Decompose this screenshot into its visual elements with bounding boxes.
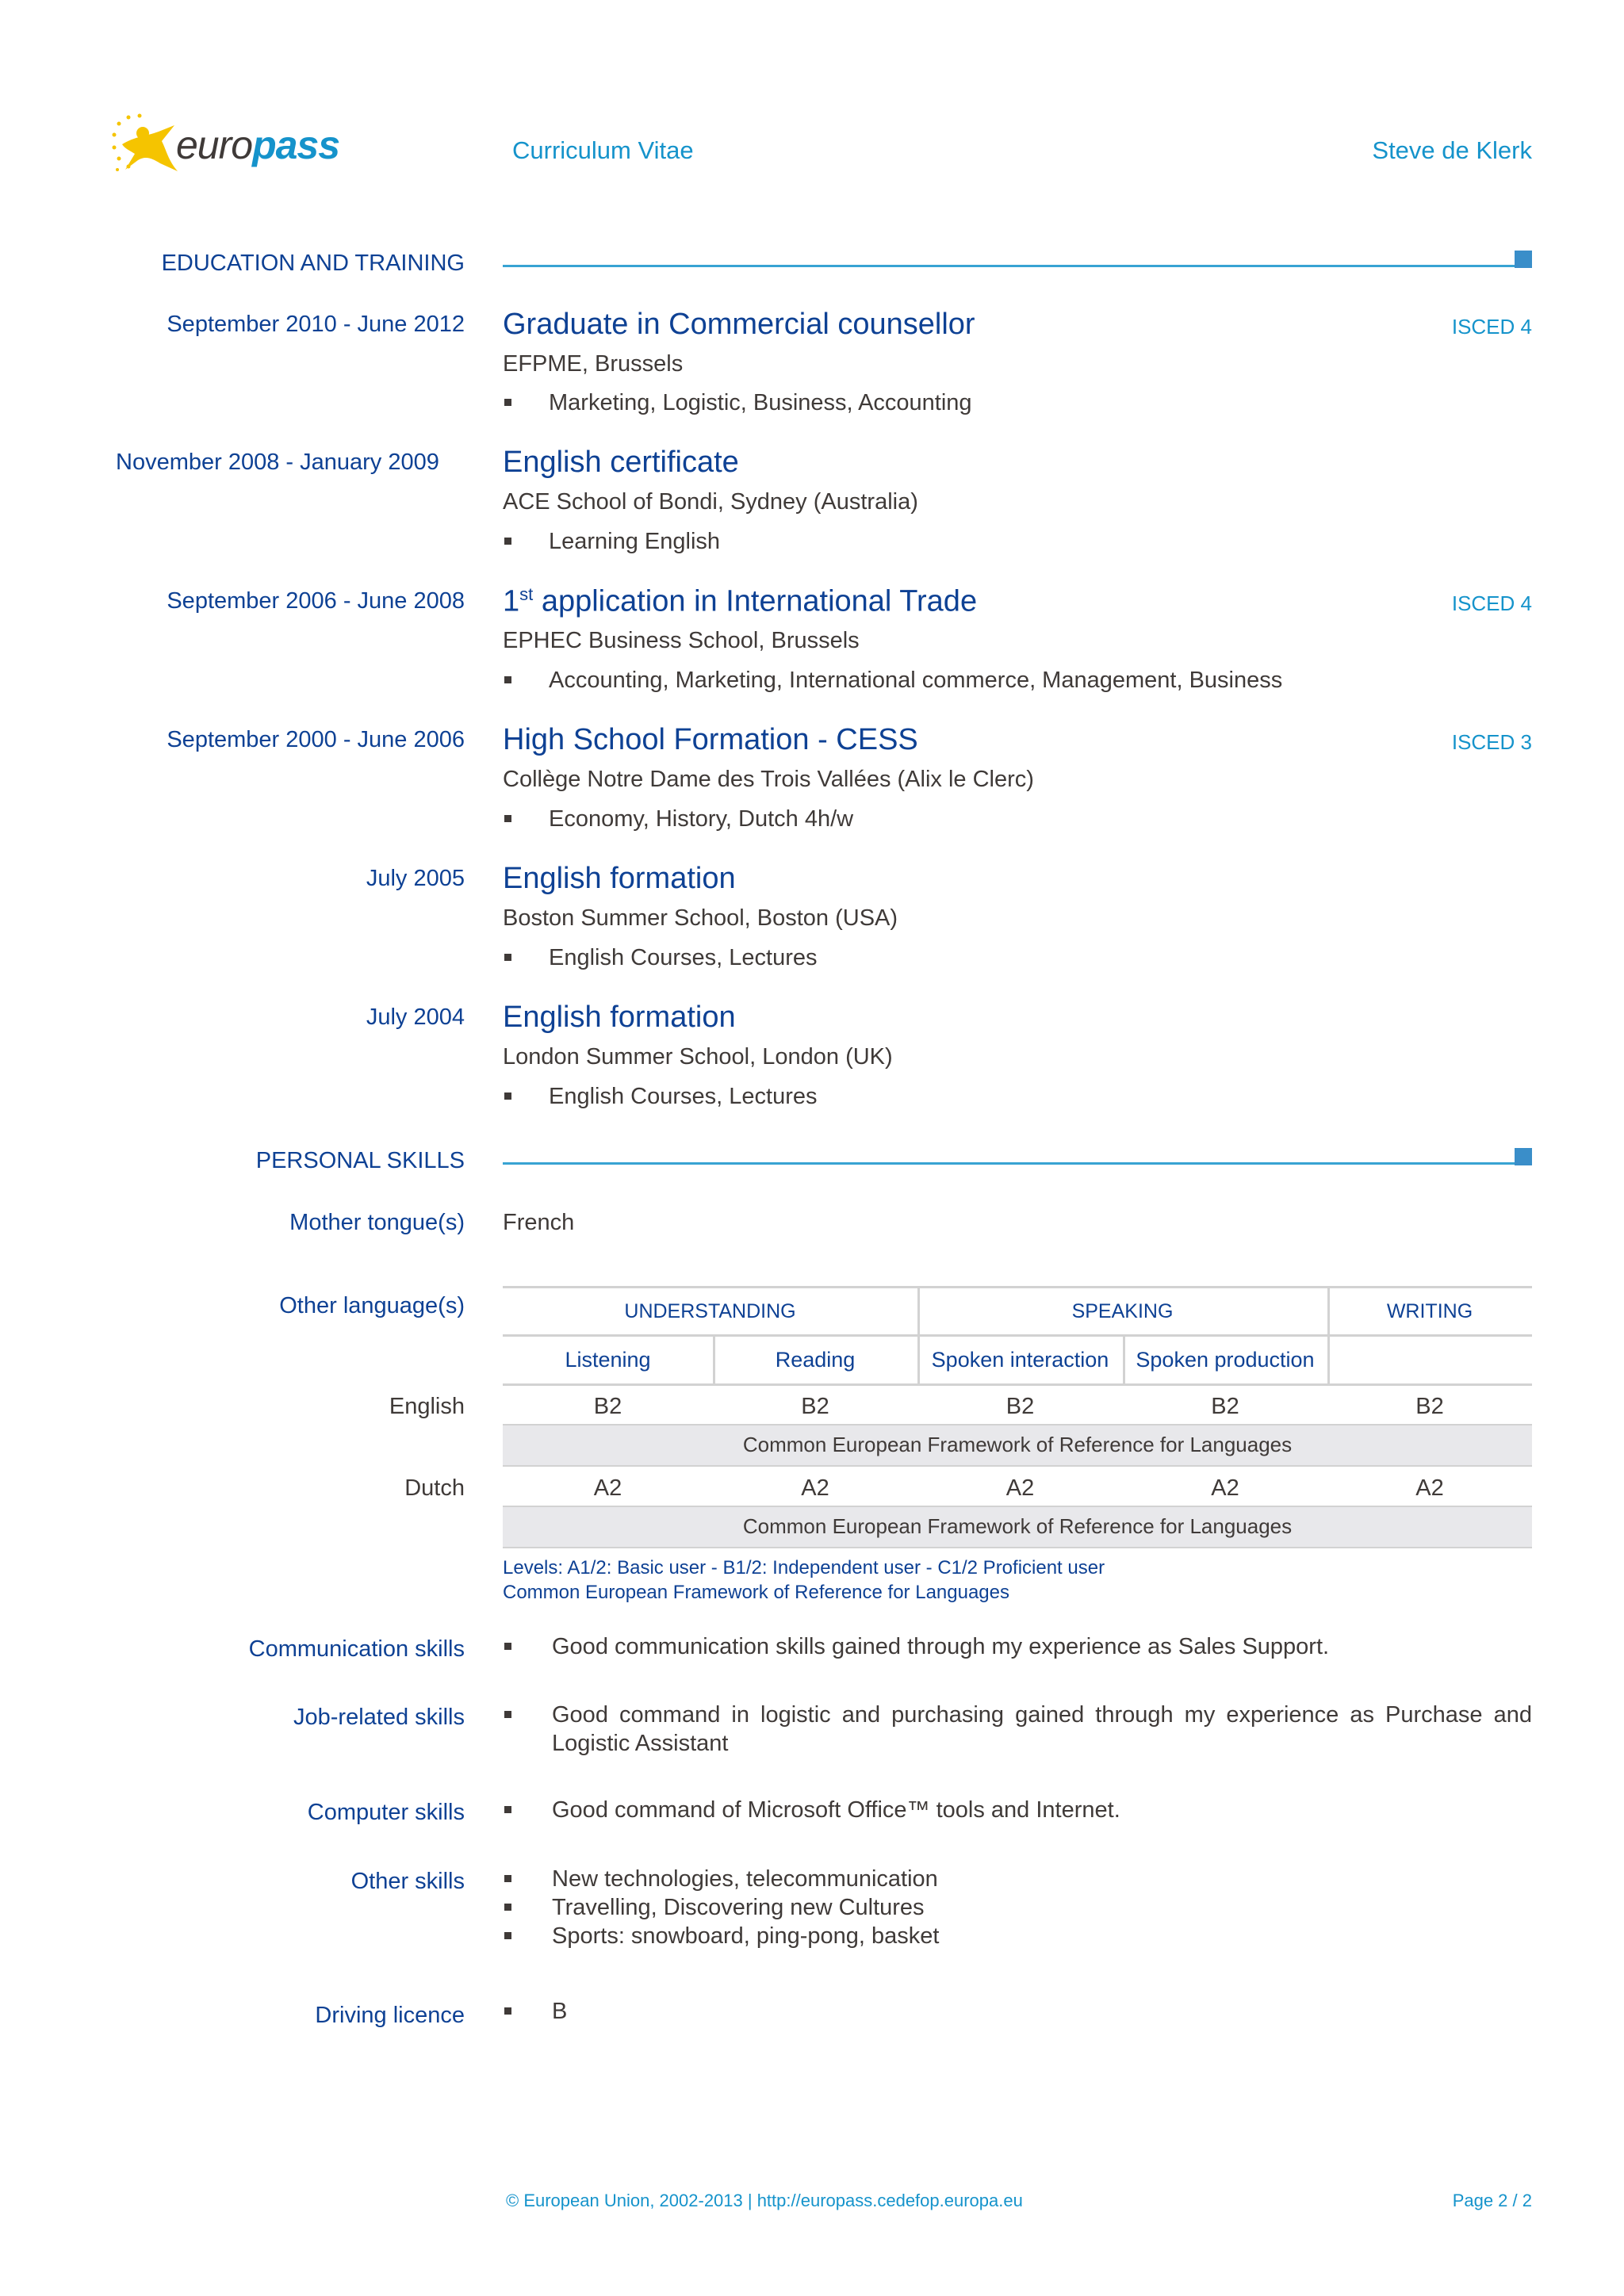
document-title: Curriculum Vitae [512,136,694,164]
mother-tongue-value: French [503,1210,575,1235]
other-skills-item: New technologies, telecommunication [552,1866,938,1892]
education-organisation: Boston Summer School, Boston (USA) [503,905,898,931]
level-cell: A2 [1415,1475,1444,1501]
level-cell: A2 [593,1475,622,1501]
education-title: Graduate in Commercial counsellor [503,308,975,341]
education-bullet: English Courses, Lectures [503,945,818,971]
levels-legend: Levels: A1/2: Basic user - B1/2: Independent user - C1/2 Proficient user Common European Framework of Reference for Languages [503,1557,1105,1603]
page-number: Page 2 / 2 [1452,2191,1532,2210]
europass-star-figure-icon [111,113,182,184]
other-skills-item: Sports: snowboard, ping-pong, basket [552,1923,940,1949]
language-name: Dutch [404,1475,465,1501]
language-table [503,1286,1532,1548]
bullet-square-icon [504,399,511,406]
europass-logo-text: europass [176,123,340,167]
level-cell: B2 [593,1394,622,1419]
bullet-square-icon [504,1643,511,1650]
bullet-square-icon [504,2007,511,2015]
bullet-square-icon [504,676,511,683]
driving-licence-value: B [552,1999,568,2024]
table-subheader-reading: Reading [775,1348,856,1372]
section-marker-square [1515,1148,1532,1165]
table-subheader-spoken-production: Spoken production [1136,1348,1315,1372]
education-organisation: London Summer School, London (UK) [503,1044,893,1070]
level-cell: B2 [801,1394,829,1419]
europass-logo [111,113,349,184]
mother-tongue-label: Mother tongue(s) [289,1210,465,1235]
education-title: English formation [503,862,736,895]
education-bullet: Economy, History, Dutch 4h/w [503,806,853,832]
education-date: September 2000 - June 2006 [167,727,465,752]
cefr-note: Common European Framework of Reference for Languages [503,1424,1532,1467]
education-bullet: Marketing, Logistic, Business, Accounting [503,390,972,416]
bullet-square-icon [504,1875,511,1882]
driving-licence-label: Driving licence [315,2003,465,2028]
section-heading-education: EDUCATION AND TRAINING [161,251,465,276]
table-header-writing: WRITING [1386,1300,1473,1322]
education-date: November 2008 - January 2009 [116,450,439,475]
bullet-square-icon [504,1932,511,1939]
level-cell: B2 [1005,1394,1035,1419]
education-bullet: Learning English [503,529,720,555]
education-organisation: EPHEC Business School, Brussels [503,628,860,653]
level-cell: A2 [801,1475,829,1501]
education-date: September 2010 - June 2012 [167,312,465,337]
communication-skills-label: Communication skills [248,1636,465,1662]
bullet-square-icon [504,1093,511,1100]
education-date: July 2005 [366,866,465,891]
bullet-square-icon [504,538,511,545]
language-name: English [389,1394,465,1419]
isced-level: ISCED 3 [1451,730,1532,754]
isced-level: ISCED 4 [1451,315,1532,339]
education-organisation: EFPME, Brussels [503,351,684,377]
cefr-note: Common European Framework of Reference for Languages [503,1506,1532,1548]
bullet-square-icon [504,1711,511,1718]
level-cell: A2 [1005,1475,1035,1501]
section-heading-personal-skills: PERSONAL SKILLS [255,1148,465,1173]
bullet-square-icon [504,954,511,961]
section-marker-square [1515,251,1532,268]
communication-skills-text: Good communication skills gained through my experience as Sales Support. [552,1634,1330,1659]
education-organisation: ACE School of Bondi, Sydney (Australia) [503,489,918,515]
bullet-square-icon [504,1806,511,1813]
education-organisation: Collège Notre Dame des Trois Vallées (Alix le Clerc) [503,767,1034,792]
candidate-name: Steve de Klerk [1372,136,1532,164]
bullet-square-icon [504,1904,511,1911]
table-subheader-spoken-interaction: Spoken interaction [931,1348,1109,1372]
job-related-skills-text: Good command in logistic and purchasing gained through my experience as Purchase and Logistic Assistant [552,1702,1532,1756]
education-bullet: Accounting, Marketing, International commerce, Management, Business [503,668,1282,694]
table-subheader-listening: Listening [565,1348,651,1372]
education-title: High School Formation - CESS [503,723,918,756]
footer-copyright: © European Union, 2002-2013 | http://europass.cedefop.europa.eu [506,2191,1023,2210]
section-divider [503,1162,1515,1165]
job-related-skills-label: Job-related skills [293,1705,465,1730]
education-bullet: English Courses, Lectures [503,1084,818,1110]
level-cell: B2 [1211,1394,1239,1419]
computer-skills-text: Good command of Microsoft Office™ tools and Internet. [552,1797,1120,1823]
other-skills-item: Travelling, Discovering new Cultures [552,1895,925,1920]
level-cell: A2 [1211,1475,1239,1501]
table-header-understanding: UNDERSTANDING [624,1300,796,1322]
education-date: September 2006 - June 2008 [167,588,465,614]
other-languages-label: Other language(s) [279,1293,465,1318]
level-cell: B2 [1415,1394,1444,1419]
computer-skills-label: Computer skills [307,1800,465,1825]
table-header-speaking: SPEAKING [1071,1300,1174,1322]
section-divider [503,265,1515,267]
bullet-square-icon [504,815,511,822]
education-title: 1st application in International Trade [503,584,978,618]
education-date: July 2004 [366,1004,465,1030]
education-title: English certificate [503,446,739,479]
education-title: English formation [503,1001,736,1034]
other-skills-label: Other skills [350,1869,465,1894]
isced-level: ISCED 4 [1451,591,1532,615]
